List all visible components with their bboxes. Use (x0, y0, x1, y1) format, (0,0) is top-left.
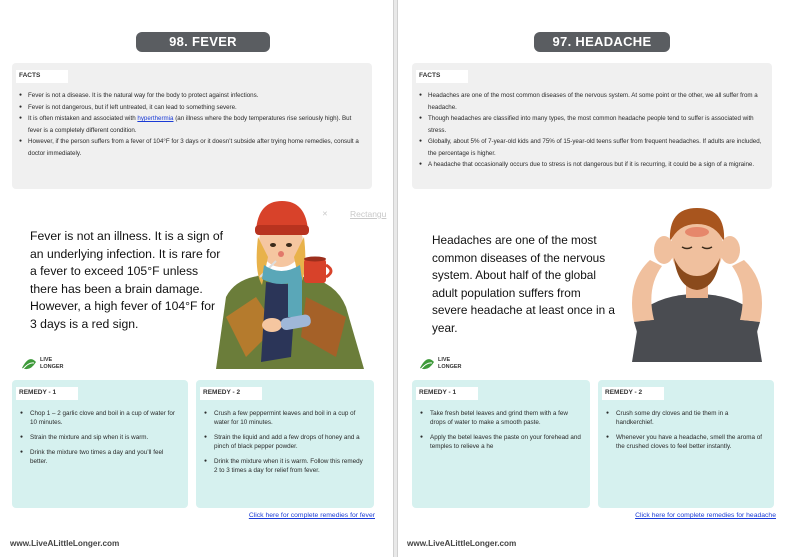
remedy-step: ● Drink the mixture two times a day and you’ll feel better. (18, 448, 180, 466)
remedy-2-box (598, 380, 774, 508)
remedy-2-box (196, 380, 374, 508)
fact-item: ● However, if the person suffers from a fever of 104°F for 3 days or it doesn’t subside after trying home remedies, consult a doctor immediately. (19, 136, 362, 159)
remedy-step: ● Whenever you have a headache, smell the aroma of the crushed cloves to feel better instantly. (604, 433, 766, 451)
page-headache (398, 0, 796, 557)
fact-item: ● Globally, about 5% of 7-year-old kids and 75% of 15-year-old teens suffer from frequent headaches. If adults are included, the percentage is higher. (419, 136, 762, 159)
remedy-step: ● Strain the mixture and sip when it is warm. (18, 433, 180, 442)
fact-item: ● Though headaches are classified into many types, the most common headache people tend to suffer is associated with stress. (419, 113, 762, 136)
facts-list (419, 90, 762, 171)
overlay-label: Rectangu (350, 209, 387, 219)
page-title: 98. FEVER (136, 32, 270, 52)
remedy-step: ● Apply the betel leaves the paste on your forehead and temples to relieve a he (418, 433, 582, 451)
facts-box (12, 63, 372, 189)
remedy-label: REMEDY - 2 (602, 387, 664, 400)
complete-remedies-link[interactable]: Click here for complete remedies for headache (635, 512, 776, 519)
remedy-label: REMEDY - 1 (16, 387, 78, 400)
fact-item: ● Fever is not a disease. It is the natural way for the body to protect against infections. (19, 90, 362, 102)
remedy-step: ● Crush some dry cloves and tie them in a handkerchief. (604, 409, 766, 427)
facts-list (19, 90, 362, 159)
live-longer-logo: LIVE LONGER (418, 356, 468, 374)
man-with-headache-illustration (612, 202, 782, 362)
intro-text: Headaches are one of the most common diseases of the nervous system. About half of the global adult population suffers from severe headache at least once in a year. (432, 233, 615, 335)
remedy-step: ● Take fresh betel leaves and grind them with a few drops of water to make a smooth paste. (418, 409, 582, 427)
intro-text: Fever is not an illness. It is a sign of an underlying infection. It is rare for a fever to exceed 105°F unless there has been a brain damage. However, a high fever of 104°F for 3 days is a red sign. (30, 229, 224, 331)
remedy-1-box (412, 380, 590, 508)
remedy-list (18, 409, 180, 472)
remedy-label: REMEDY - 1 (416, 387, 478, 400)
hyperthermia-link[interactable]: hyperthermia (137, 115, 174, 122)
facts-box (412, 63, 772, 189)
footer-url: www.LiveALittleLonger.com (407, 539, 517, 548)
remedy-step: ● Chop 1 – 2 garlic clove and boil in a cup of water for 10 minutes. (18, 409, 180, 427)
fact-item: ● Headaches are one of the most common diseases of the nervous system. At some point or the other, we all suffer from a headache. (419, 90, 762, 113)
fact-item: ● It is often mistaken and associated with hyperthermia (an illness where the body temperatures rise seriously high). But fever is a completely different condition. (19, 113, 362, 136)
footer-url: www.LiveALittleLonger.com (10, 539, 120, 548)
remedy-step: ● Crush a few peppermint leaves and boil in a cup of water for 10 minutes. (202, 409, 366, 427)
fact-item: ● Fever is not dangerous, but if left untreated, it can lead to something severe. (19, 102, 362, 114)
remedy-list (604, 409, 766, 457)
remedy-step: ● Drink the mixture when it is warm. Follow this remedy 2 to 3 times a day for relief from fever. (202, 457, 366, 475)
remedy-1-box (12, 380, 188, 508)
complete-remedies-link[interactable]: Click here for complete remedies for fever (248, 512, 375, 519)
fact-item: ● A headache that occasionally occurs due to stress is not dangerous but if it is recurring, it could be a sign of a migraine. (419, 159, 762, 171)
live-longer-logo: LIVE LONGER (20, 356, 70, 374)
remedy-label: REMEDY - 2 (200, 387, 262, 400)
remedy-list (418, 409, 582, 457)
leaf-logo-icon (418, 356, 436, 372)
remedy-list (202, 409, 366, 481)
leaf-logo-icon (20, 356, 38, 372)
page-title: 97. HEADACHE (534, 32, 670, 52)
rectangle-overlay-tooltip (316, 206, 398, 226)
close-icon[interactable]: ✕ (322, 211, 328, 218)
page-fever (0, 0, 393, 557)
remedy-step: ● Strain the liquid and add a few drops of honey and a pinch of black pepper powder. (202, 433, 366, 451)
facts-label: FACTS (16, 70, 68, 83)
facts-label: FACTS (416, 70, 468, 83)
